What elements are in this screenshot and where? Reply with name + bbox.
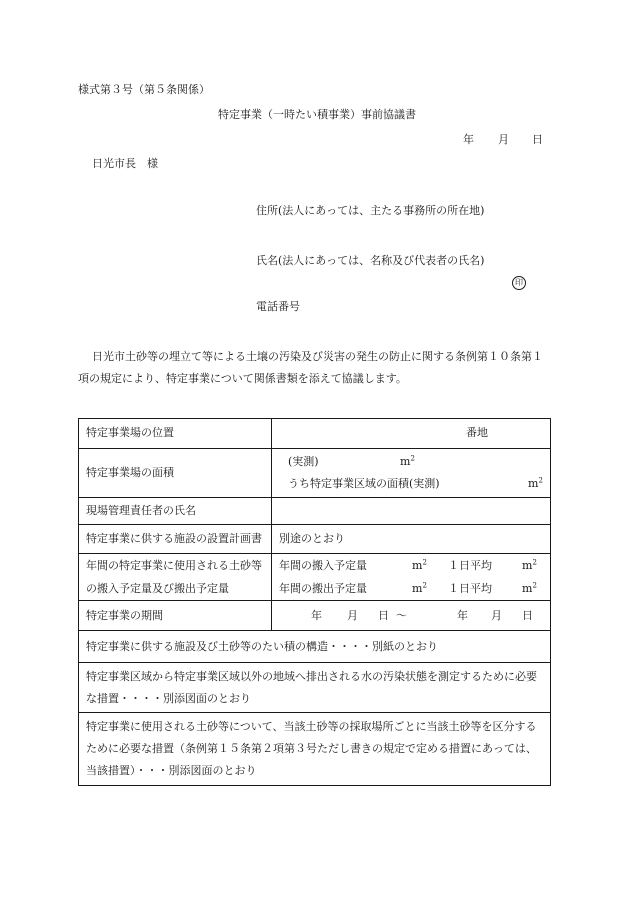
- facility-plan-label-cell: [79, 525, 272, 553]
- period-start-day: 日: [378, 609, 389, 622]
- soil-volume-label-2: の搬入予定量及び搬出予定量: [86, 582, 229, 595]
- table-row-facility-plan: [79, 524, 550, 553]
- period-end-day: 日: [522, 609, 533, 622]
- area-label-cell: [79, 449, 272, 497]
- manager-label: 現場管理責任者の氏名: [86, 504, 196, 517]
- period-tilde: ～: [396, 609, 407, 622]
- unit-sup: 2: [532, 581, 537, 590]
- period-label-cell: [79, 601, 272, 630]
- period-start-year: 年: [311, 609, 322, 622]
- facility-plan-label: 特定事業に供する施設の設置計画書: [86, 532, 262, 545]
- table-row-location: [79, 419, 550, 448]
- facility-plan-value: 別途のとおり: [279, 532, 345, 545]
- period-value-cell: [272, 601, 550, 630]
- address-label: 住所(法人にあっては、主たる事務所の所在地): [256, 204, 485, 217]
- soil-separation-text: 特定事業に使用される土砂等について、当該土砂等の採取場所ごとに当該土砂等を区分するために必要な措置（条例第１５条第２項第３号ただし書きの規定で定める措置にあっては、当該措置）・・・別添図面のとおり: [86, 720, 537, 777]
- water-measure-text: 特定事業区域から特定事業区域以外の地域へ排出される水の汚染状態を測定するために必要な措置・・・・別添図面のとおり: [86, 670, 537, 705]
- location-label: 特定事業場の位置: [86, 426, 174, 439]
- soil-volume-label-1: 年間の特定事業に使用される土砂等: [86, 559, 262, 572]
- soil-out-daily-unit: [522, 582, 537, 596]
- period-label: 特定事業の期間: [86, 609, 163, 622]
- table-row-soil-volume: [79, 553, 550, 600]
- unit-m: m: [528, 477, 539, 490]
- soil-in-label: 年間の搬入予定量: [279, 559, 367, 572]
- manager-label-cell: [79, 498, 272, 524]
- unit-sup: 2: [422, 558, 427, 567]
- period-start-month: 月: [347, 609, 358, 622]
- soil-out-unit: [412, 582, 427, 596]
- document-title: 特定事業（一時たい積事業）事前協議書: [218, 108, 416, 121]
- unit-sup: 2: [538, 476, 543, 485]
- soil-volume-value-cell: [272, 554, 550, 600]
- location-banchi: 番地: [466, 426, 488, 439]
- soil-volume-label-cell: [79, 554, 272, 600]
- soil-in-daily-unit: [522, 559, 537, 573]
- table-row-area: [79, 448, 550, 497]
- soil-in-unit: [412, 559, 427, 573]
- soil-out-daily-label: １日平均: [448, 582, 492, 595]
- period-end-year: 年: [457, 609, 468, 622]
- form-number: 様式第３号（第５条関係）: [78, 83, 210, 96]
- date-day-label: 日: [532, 133, 543, 146]
- unit-m: m: [522, 582, 533, 595]
- table-row-period: [79, 600, 550, 630]
- structure-text: 特定事業に供する施設及び土砂等のたい積の構造・・・・別紙のとおり: [86, 640, 438, 653]
- area-unit-1: [400, 455, 415, 469]
- date-month-label: 月: [498, 133, 509, 146]
- unit-m: m: [412, 559, 423, 572]
- area-inner-label: うち特定事業区域の面積(実測): [288, 477, 440, 490]
- seal-mark: 印: [512, 276, 526, 290]
- period-end-month: 月: [491, 609, 502, 622]
- facility-plan-value-cell: [272, 525, 550, 553]
- unit-sup: 2: [422, 581, 427, 590]
- name-label: 氏名(法人にあっては、名称及び代表者の氏名): [256, 254, 485, 267]
- details-table: [78, 418, 551, 786]
- structure-cell: [79, 631, 550, 662]
- body-text-line-2: 項の規定により、特定事業について関係書類を添えて協議します。: [78, 372, 407, 385]
- table-row-manager: [79, 497, 550, 524]
- location-label-cell: [79, 419, 272, 448]
- table-row-structure: [79, 630, 550, 662]
- unit-m: m: [412, 582, 423, 595]
- soil-separation-cell: [79, 713, 550, 785]
- body-text-line-1: 日光市土砂等の埋立て等による土壌の汚染及び災害の発生の防止に関する条例第１０条第１: [92, 350, 543, 363]
- area-label: 特定事業場の面積: [86, 466, 174, 479]
- area-measured-label: (実測): [288, 455, 319, 468]
- soil-out-label: 年間の搬出予定量: [279, 582, 367, 595]
- addressee: 日光市長 様: [92, 157, 158, 170]
- unit-sup: 2: [532, 558, 537, 567]
- table-row-soil-separation: [79, 712, 550, 785]
- date-year-label: 年: [463, 133, 474, 146]
- manager-value-cell: [272, 498, 550, 524]
- unit-m: m: [400, 455, 411, 468]
- location-value-cell: [272, 419, 550, 448]
- soil-in-daily-label: １日平均: [448, 559, 492, 572]
- water-measure-cell: [79, 663, 550, 712]
- unit-m: m: [522, 559, 533, 572]
- phone-label: 電話番号: [256, 300, 300, 313]
- area-unit-2: [528, 477, 543, 491]
- area-value-cell: [272, 449, 550, 497]
- table-row-water-measure: [79, 662, 550, 712]
- unit-sup: 2: [410, 454, 415, 463]
